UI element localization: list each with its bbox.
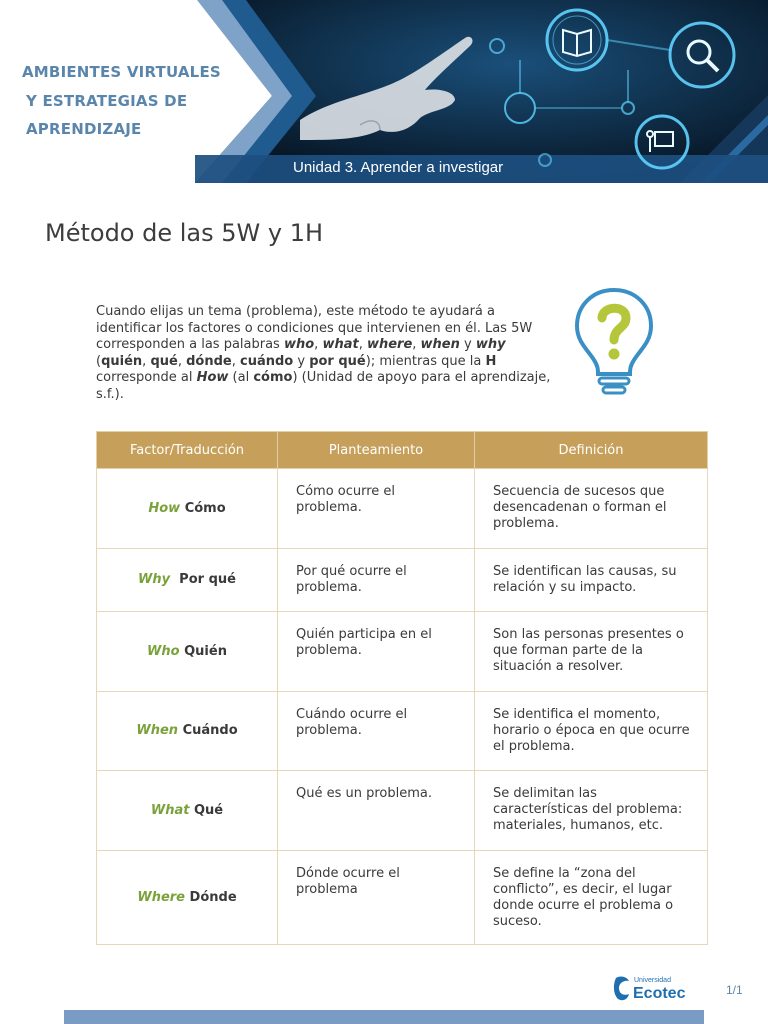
planteamiento-cell: Qué es un problema. (278, 771, 475, 851)
factor-cell: What Qué (97, 771, 278, 851)
factor-cell: Where Dónde (97, 851, 278, 945)
course-title-line-1: AMBIENTES VIRTUALES (22, 63, 221, 81)
logo-name-text: Ecotec (633, 985, 686, 1002)
table-header-row (97, 432, 708, 469)
definicion-cell: Se identifican las causas, su relación y su impacto. (475, 549, 708, 612)
definicion-cell: Se delimitan las características del problema: materiales, humanos, etc. (475, 771, 708, 851)
factor-cell: How Cómo (97, 469, 278, 549)
factor-cell: Why Por qué (97, 549, 278, 612)
table-row (97, 851, 708, 945)
factor-cell: Who Quién (97, 612, 278, 692)
ecotec-logo (612, 972, 696, 1002)
header-planteamiento: Planteamiento (278, 432, 475, 469)
definicion-cell: Se identifica el momento, horario o época en que ocurre el problema. (475, 692, 708, 771)
page-number: 1/1 (726, 983, 743, 997)
unit-label: Unidad 3. Aprender a investigar (293, 159, 504, 176)
planteamiento-cell: Cuándo ocurre el problema. (278, 692, 475, 771)
page-title: Método de las 5W y 1H (45, 219, 324, 247)
course-title-line-3: APRENDIZAJE (26, 120, 142, 138)
table-row (97, 612, 708, 692)
five-w-table (96, 431, 708, 945)
header-factor: Factor/Traducción (97, 432, 278, 469)
definicion-cell: Se define la “zona del conflicto”, es decir, el lugar donde ocurre el problema o suceso. (475, 851, 708, 945)
factor-cell: When Cuándo (97, 692, 278, 771)
planteamiento-cell: Por qué ocurre el problema. (278, 549, 475, 612)
course-title-line-2: Y ESTRATEGIAS DE (26, 91, 188, 110)
planteamiento-cell: Quién participa en el problema. (278, 612, 475, 692)
planteamiento-cell: Dónde ocurre el problema (278, 851, 475, 945)
question-bulb-icon (572, 286, 656, 398)
definicion-cell: Secuencia de sucesos que desencadenan o forman el problema. (475, 469, 708, 549)
footer-bar (64, 1010, 704, 1024)
table-row (97, 692, 708, 771)
table-row (97, 549, 708, 612)
intro-paragraph: Cuando elijas un tema (problema), este método te ayudará a identificar los factores o condiciones que intervienen en él. Las 5W corresponden a las palabras who, what, where, when y why (quién, qué, dónde, cuándo y por qué); mientras que la H corresponde al How (al cómo) (Unidad de apoyo para el aprendizaje, s.f.). (96, 304, 551, 402)
planteamiento-cell: Cómo ocurre el problema. (278, 469, 475, 549)
definicion-cell: Son las personas presentes o que forman parte de la situación a resolver. (475, 612, 708, 692)
logo-university-text: Universidad (634, 977, 671, 984)
table-row (97, 771, 708, 851)
header-definicion: Definición (475, 432, 708, 469)
table-row (97, 469, 708, 549)
